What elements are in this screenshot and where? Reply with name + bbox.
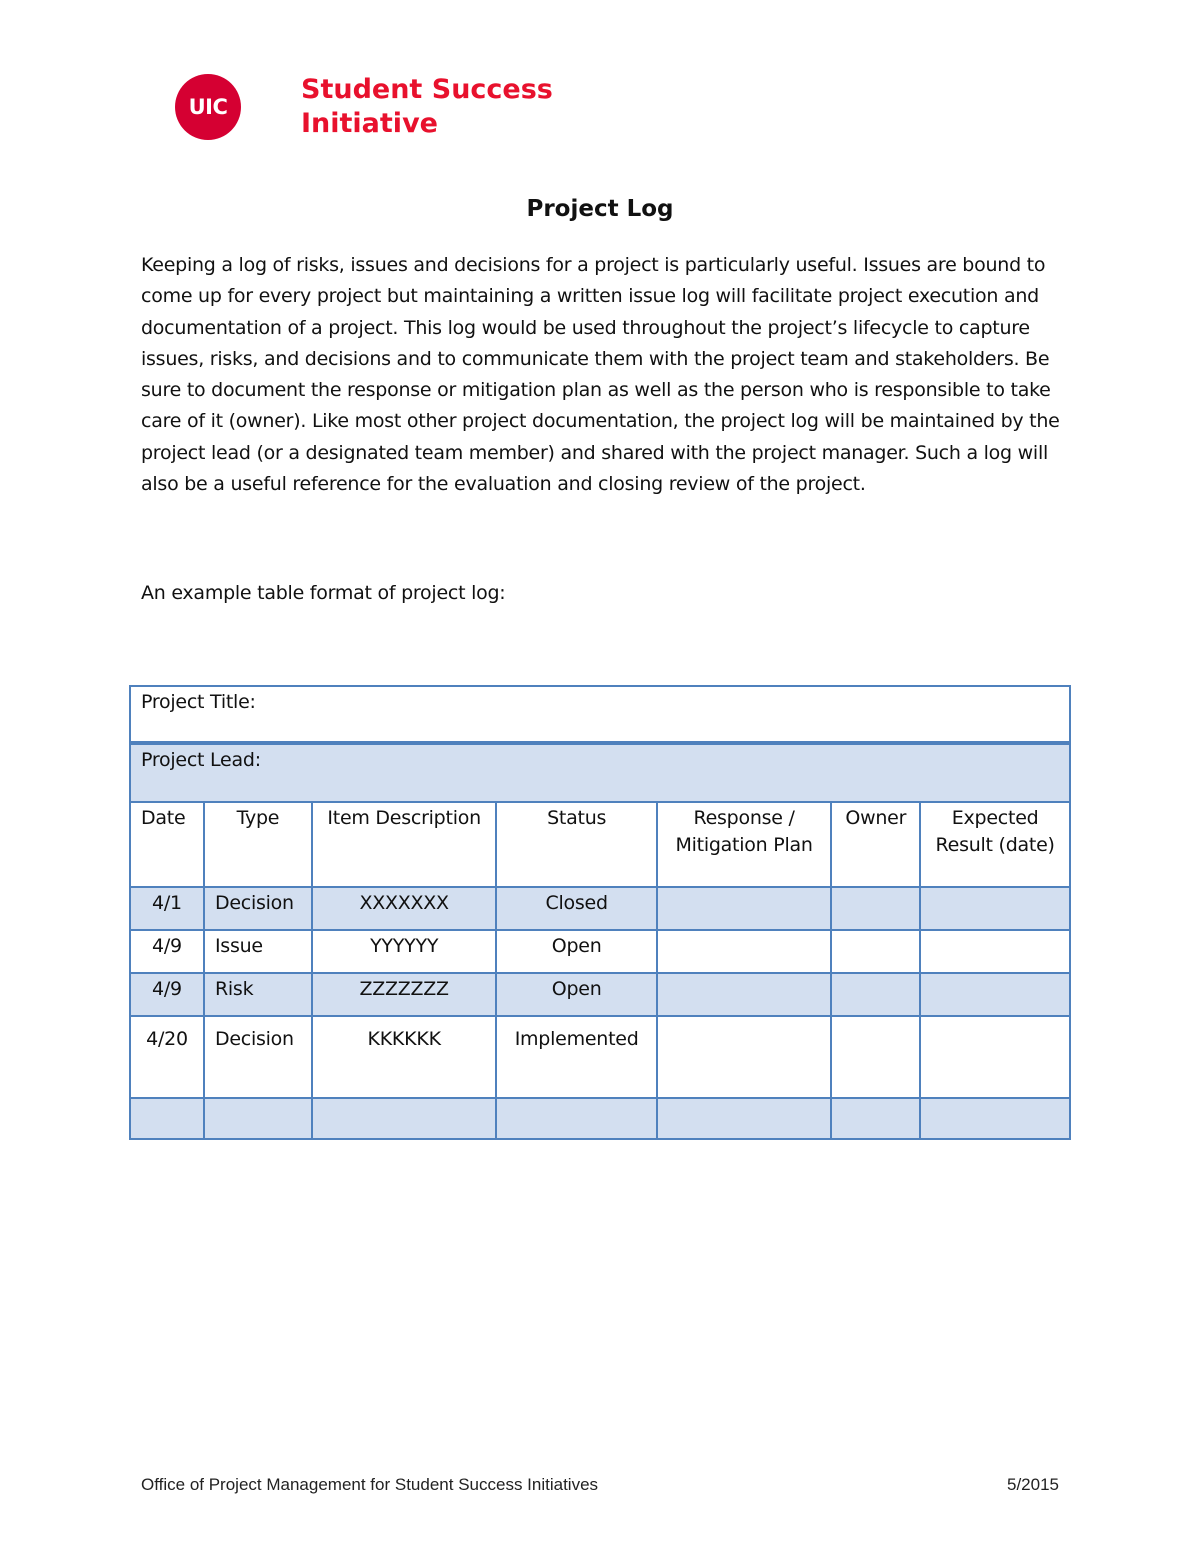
table-row [130, 887, 1070, 930]
project-lead-label: Project Lead: [130, 743, 1070, 802]
cell-expected [920, 887, 1070, 930]
header-response-plan: Response / Mitigation Plan [657, 802, 832, 887]
footer-date: 5/2015 [1007, 1475, 1059, 1494]
cell-status: Open [496, 973, 656, 1016]
project-title-row [130, 686, 1070, 743]
header-owner: Owner [831, 802, 920, 887]
table-row [130, 1016, 1070, 1098]
cell-response [657, 887, 832, 930]
cell-owner [831, 1016, 920, 1098]
cell-date: 4/9 [130, 930, 204, 973]
cell-expected [920, 930, 1070, 973]
cell-expected [920, 1016, 1070, 1098]
cell-type: Decision [204, 1016, 312, 1098]
empty-cell [130, 1098, 204, 1139]
table-header-row [130, 802, 1070, 887]
cell-response [657, 930, 832, 973]
cell-response [657, 1016, 832, 1098]
page-footer [141, 1475, 1059, 1495]
empty-cell [920, 1098, 1070, 1139]
table-row [130, 973, 1070, 1016]
empty-row [130, 1098, 1070, 1139]
header-status: Status [496, 802, 656, 887]
project-log-table [129, 685, 1071, 1140]
footer-office: Office of Project Management for Student Success Initiatives [141, 1475, 599, 1494]
cell-status: Closed [496, 887, 656, 930]
cell-response [657, 973, 832, 1016]
cell-status: Open [496, 930, 656, 973]
empty-cell [204, 1098, 312, 1139]
cell-type: Issue [204, 930, 312, 973]
project-title-label: Project Title: [130, 686, 1070, 743]
cell-date: 4/1 [130, 887, 204, 930]
cell-expected [920, 973, 1070, 1016]
cell-item: XXXXXXX [312, 887, 497, 930]
document-title: Project Log [526, 196, 674, 222]
uic-logo [175, 72, 553, 142]
cell-owner [831, 930, 920, 973]
empty-cell [312, 1098, 497, 1139]
cell-status: Implemented [496, 1016, 656, 1098]
header-date: Date [130, 802, 204, 887]
cell-type: Risk [204, 973, 312, 1016]
header-type: Type [204, 802, 312, 887]
cell-item: ZZZZZZZ [312, 973, 497, 1016]
cell-date: 4/9 [130, 973, 204, 1016]
logo-line-1: Student Success [301, 74, 553, 105]
empty-cell [657, 1098, 832, 1139]
cell-owner [831, 887, 920, 930]
cell-date: 4/20 [130, 1016, 204, 1098]
cell-type: Decision [204, 887, 312, 930]
cell-item: YYYYYY [312, 930, 497, 973]
uic-badge: UIC [175, 74, 241, 140]
logo-wordmark [301, 73, 553, 141]
empty-cell [496, 1098, 656, 1139]
table-row [130, 930, 1070, 973]
cell-item: KKKKKK [312, 1016, 497, 1098]
logo-line-2: Initiative [301, 108, 438, 139]
empty-cell [831, 1098, 920, 1139]
header-expected-result: Expected Result (date) [920, 802, 1070, 887]
table-caption: An example table format of project log: [141, 582, 506, 604]
header-item-description: Item Description [312, 802, 497, 887]
cell-owner [831, 973, 920, 1016]
intro-paragraph: Keeping a log of risks, issues and decisions for a project is particularly useful. Issues are bound to come up for every project but maintaining a written issue log will facilitate project execution and documentation of a project. This log would be used throughout the project’s lifecycle to capture issues, risks, and decisions and to communicate them with the project team and stakeholders. Be sure to document the response or mitigation plan as well as the person who is responsible to take care of it (owner). Like most other project documentation, the project log will be maintained by the project lead (or a designated team member) and shared with the project manager. Such a log will also be a useful reference for the evaluation and closing review of the project. [141, 254, 1060, 496]
project-lead-row [130, 743, 1070, 802]
